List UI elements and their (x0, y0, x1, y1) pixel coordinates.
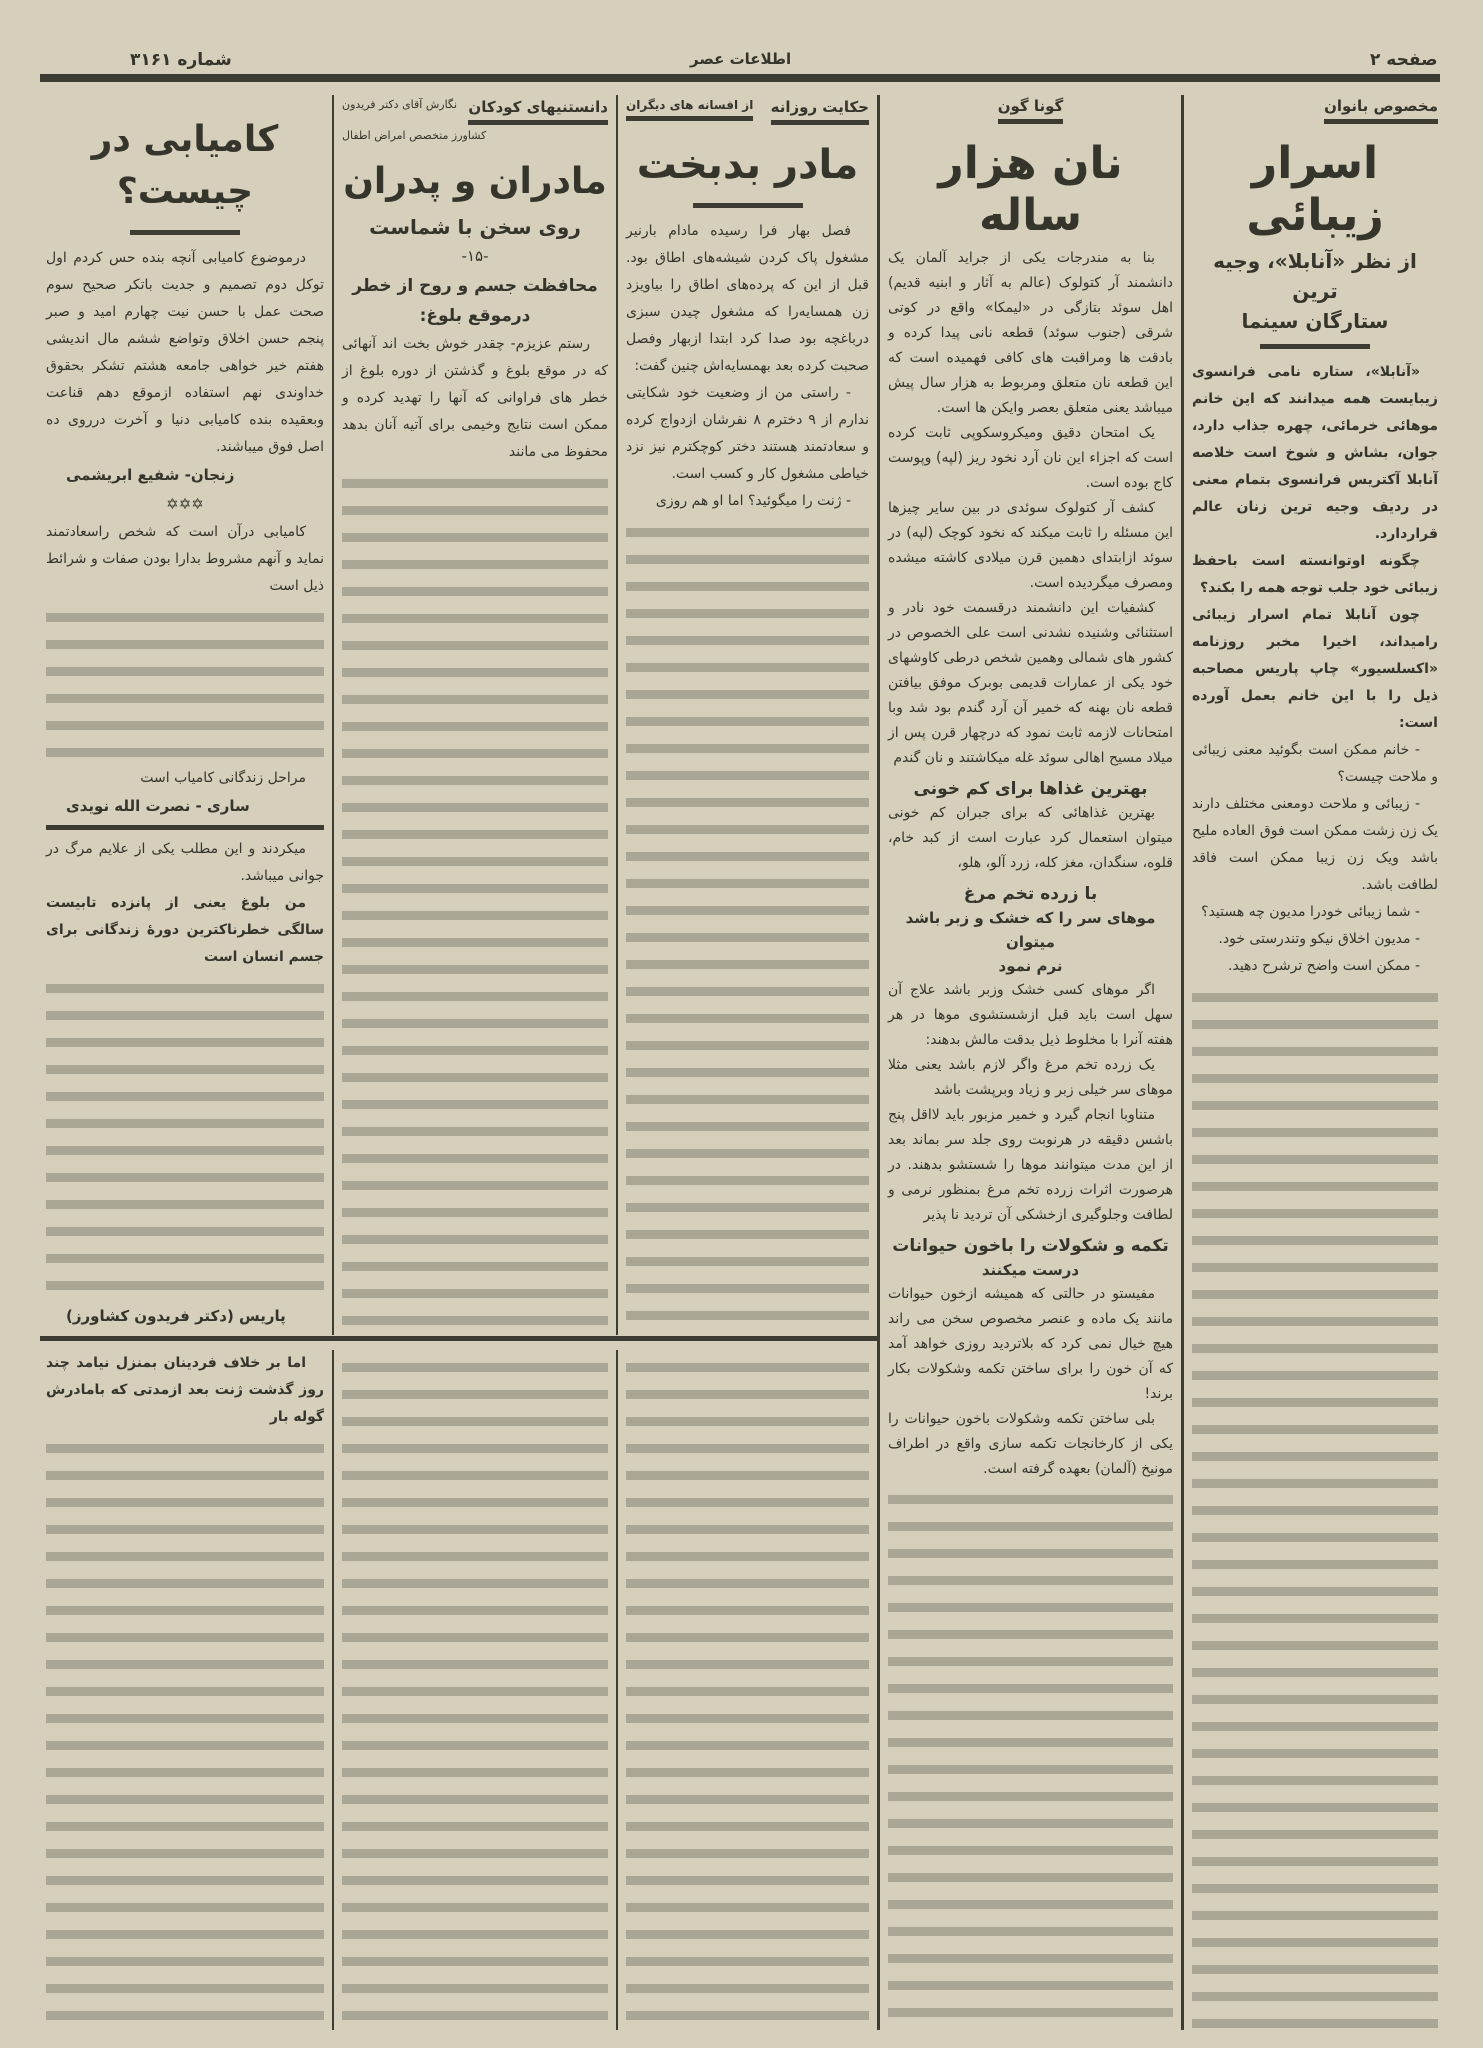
paragraph: فصل بهار فرا رسیده مادام بارنیر مشغول پاک کردن شیشه‌های اطاق بود. قبل از این که پرده‌های اطاق را بیاویزد زن همسایه‌را که مشغول چیدن سبزی درباغچه بود صدا کرد ابتدا ازبهار وفصل صحبت کرده بعد بهمسایه‌اش چنین گفت: (626, 223, 869, 374)
paragraph: رستم عزیزم- چقدر خوش بخت اند آنهائی که در موقع بلوغ و گذشتن از دوره بلوغ از خطر های فراوانی که آنها را تهدید کرده و ممکن است نتایج وخیمی برای آتیه آنان بدهد محفوظ می مانند (342, 336, 608, 460)
paragraph: درموضوع کامیابی آنچه بنده حس کردم اول توکل دوم تصمیم و جدیت باتکر صحیح سوم صحت عمل با حسن نیت چهارم امید و صبر پنجم حسن اخلاق وتواضع ششم مال اندیشی هفتم خیر خواهی جامعه هشتم تشکر بحقوق خداوندی نهم استفاده ازموقع دهم قناعت وبعقیده بنده کامیابی دنیا و آخرت درروی ده اصل فوق میباشند. (46, 250, 324, 455)
section-kicker: دانستنیهای کودکان (468, 98, 608, 125)
section-kicker: گونا گون (998, 97, 1064, 124)
paragraph: یک زرده تخم مرغ واگر لازم باشد یعنی مثلا موهای سر خیلی زبر و زیاد وبرپشت باشد (888, 1057, 1173, 1098)
paragraph: - ژنت را میگوئید؟ اما او هم روزی (655, 493, 851, 509)
story-continued-column (40, 1350, 330, 2030)
kids-column (336, 90, 614, 1335)
subheadline-hair: نرم نمود (998, 957, 1063, 975)
section-kicker: مخصوص بانوان (1324, 97, 1438, 124)
text-texture (46, 1435, 324, 2030)
byline: کشاورز متخصص امراض اطفال (342, 129, 487, 142)
headline: مادر بدبخت (636, 142, 859, 188)
story-continued-column (336, 1350, 614, 2030)
subheadline: روی سخن با شماست (369, 215, 581, 239)
text-texture (626, 1354, 869, 2030)
paragraph: بلی ساختن تکمه وشکولات باخون حیوانات را یکی از کارخانجات تکمه سازی واقع در اطراف مونیخ (آلمان) بعهده گرفته است. (888, 1411, 1173, 1477)
section-kicker: حکایت روزانه (771, 98, 869, 125)
column-divider (616, 1350, 618, 2030)
paragraph: مفیستو در حالتی که همیشه ازخون حیوانات مانند یک ماده و عنصر مخصوص سخن می راند هیچ خیال نمی کرد که بلاتردید روزی خواهد آمد که آن خون را برای ساختن تکمه وشکولات بکار برند! (888, 1286, 1173, 1402)
headline: نان هزار ساله (938, 138, 1123, 241)
headline: اسرار زیبائی (1246, 138, 1384, 241)
paragraph: کشفیات این دانشمند درقسمت خود نادر و استثنائی وشنیده نشدنی است علی الخصوص در کشور های شمالی وهمین شخص درطی کاوشهای خود یکی از عمارات قدیمی بوبرک موفق بیافتن قطعه نان بهنه که خمیر آن آرد گندم بود شد وبا امتحانات لازمه ثابت نمود که درچهار قرن پس از میلاد مسیح اهالی سوئد غله میکاشتند و نان گندم (888, 600, 1173, 766)
subheadline-buttons: تکمه و شکولات را باخون حیوانات (892, 1236, 1169, 1256)
paragraph: یک امتحان دقیق ومیکروسکوپی ثابت کرده است که اجزاء این نان آرد نخود ریز (لپه) وپوست کاج بوده است. (888, 425, 1173, 491)
subheadline: ستارگان سینما (1241, 309, 1389, 333)
signature: زنجان- شفیع ابریشمی (66, 466, 235, 484)
paragraph: - خانم ممکن است بگوئید معنی زیبائی و ملاحت چیست؟ (1192, 742, 1438, 785)
subheadline: از نظر «آنابلا»، وجیه ترین (1213, 249, 1417, 303)
paragraph: - شما زیبائی خودرا مدیون چه هستید؟ (1201, 904, 1420, 920)
paragraph: - راستی من از وضعیت خود شکایتی ندارم از ۹ دخترم ۸ نفرشان ازدواج کرده و سعادتمند هستند دختر کوچکترم نیز نزد خیاطی مشغول کار و کسب است. (626, 385, 869, 482)
column-divider (332, 1350, 334, 2030)
byline: نگارش آقای دکتر فریدون (342, 98, 458, 111)
success-column (40, 90, 330, 1335)
text-texture (342, 1354, 608, 2030)
issue-number: شماره ۳۱۶۱ (130, 50, 232, 70)
divider (46, 825, 324, 830)
divider (693, 203, 803, 208)
page-number: صفحه ۲ (1370, 50, 1438, 70)
paragraph: اگر موهای کسی خشک وزبر باشد علاج آن سهل است باید قبل ازشستشوی موها در هر هفته آنرا با مخلوط ذیل بدقت مالش بدهند: (888, 982, 1173, 1048)
paragraph: کشف آر کتولوک سوئدی در بین سایر چیزها این مسئله را ثابت میکند که نخود کوچک (لپه) در سوئد ازابتدای دهمین قرن میلادی کاشته میشده ومصرف میگردیده است. (888, 500, 1173, 591)
installment-number: -۱۵- (461, 247, 489, 265)
subheadline-hair: با زرده تخم مرغ (963, 884, 1098, 904)
column-divider (1181, 95, 1184, 2030)
column-divider (616, 95, 618, 1335)
story-column (620, 90, 875, 1335)
headline: مادران و پدران (343, 161, 607, 202)
paragraph: بنا به مندرجات یکی از جراید آلمان یک دانشمند آر کتولوک (عالم به آثار و ابنیه قدیم) اهل سوئد بتازگی در «لیمکا» واقع در کوتی شرقی (جنوب سوئد) قطعه نانی پیدا کرده و بادقت ها ومراقبت های کافی فهمیده است که این قطعه نان متعلق ومربوط به هزار سال پیش میباشد یعنی متعلق بعصر وایکن ها است. (888, 250, 1173, 416)
section-kicker-secondary: از افسانه های دیگران (626, 98, 753, 121)
subheadline-anemia: بهترین غذاها برای کم خونی (913, 779, 1148, 799)
divider (130, 230, 240, 235)
subheadline-buttons: درست میکنند (981, 1261, 1080, 1279)
section-heading: محافظت جسم و روح از خطر درموقع بلوغ: (352, 276, 598, 326)
misc-column (882, 90, 1179, 2030)
paragraph: اما بر خلاف فردینان بمنزل نیامد چند روز گذشت ژنت بعد ازمدتی که بامادرش گوله بار (46, 1355, 324, 1425)
paragraph: میکردند و این مطلب یکی از علایم مرگ در جوانی میباشد. (46, 840, 324, 884)
column-divider (332, 95, 334, 1335)
paragraph: بهترین غذاهائی که برای جبران کم خونی میتوان استعمال کرد عبارت است از کبد خام، قلوه، سنگدان، مغز کله، زرد آلو، هلو، (888, 805, 1173, 871)
paragraph: چگونه اوتوانسته است باحفظ زیبائی خود جلب توجه همه را بکند؟ (1192, 553, 1438, 596)
stars-ornament: ✡✡✡ (166, 495, 204, 513)
paragraph: - زیبائی و ملاحت دومعنی مختلف دارند یک زن زشت ممکن است فوق العاده ملیح باشد ویک زن زیبا ممکن است فاقد لطافت باشد. (1192, 796, 1438, 893)
paragraph: من بلوغ یعنی از پانزده تابیست سالگی خطرناکترین دورهٔ زندگانی برای جسم انسان است (46, 894, 324, 965)
paragraph: متناوبا انجام گیرد و خمیر مزبور باید لااقل پنج باشس دقیقه در هرنوبت روی جلد سر بماند بعد از این مدت میتوانند موها را شستشو بدهند. در هرصورت اثرات زرده تخم مرغ بمنظور نرمی و لطافت وجلوگیری ازخشکی آن تردید نا پذیر (888, 1107, 1173, 1223)
paragraph: کامیابی درآن است که شخص راسعادتمند نماید و آنهم مشروط بدارا بودن صفات و شرائط ذیل است (46, 524, 324, 594)
paragraph: مراحل زندگانی کامیاب است (140, 769, 306, 786)
signature: ساری - نصرت الله نویدی (66, 796, 250, 815)
paragraph: - مدیون اخلاق نیکو وتندرستی خود. (1218, 931, 1420, 947)
text-texture (342, 470, 608, 1335)
paragraph: «آنابلا»، ستاره نامی فرانسوی زیبایست همه میدانند که این خانم موهائی خرمائی، چهره جذاب دارد، جوان، بشاش و شوخ است خلاصه آنابلا آکتریس فرانسوی بتمام معنی در ردیف وجیه ترین زنان عالم قراردارد. (1192, 364, 1438, 542)
paragraph: چون آنابلا تمام اسرار زیبائی رامیداند، اخیرا مخبر روزنامه «اکسلسیور» چاپ پاریس مصاحبه ذیل را با این خانم بعمل آورده است: (1192, 607, 1438, 731)
paragraph: - ممکن است واضح ترشرح دهید. (1228, 958, 1420, 974)
column-divider (877, 95, 880, 2030)
headline: کامیابی در چیست؟ (91, 119, 279, 212)
text-texture (46, 604, 324, 765)
divider (1260, 344, 1370, 349)
header-rule (40, 74, 1440, 82)
subheadline-hair: موهای سر را که خشک و زبر باشد میتوان (905, 909, 1156, 951)
women-column (1186, 90, 1444, 2030)
author-signature: پاریس (دکتر فریدون کشاورز) (66, 1307, 286, 1325)
newspaper-name: اطلاعات عصر (690, 50, 792, 68)
text-texture (1192, 984, 1438, 2030)
section-rule (40, 1336, 878, 1341)
text-texture (46, 975, 324, 1296)
story-continued-column (620, 1350, 875, 2030)
text-texture (626, 519, 869, 1335)
text-texture (888, 1486, 1173, 2030)
